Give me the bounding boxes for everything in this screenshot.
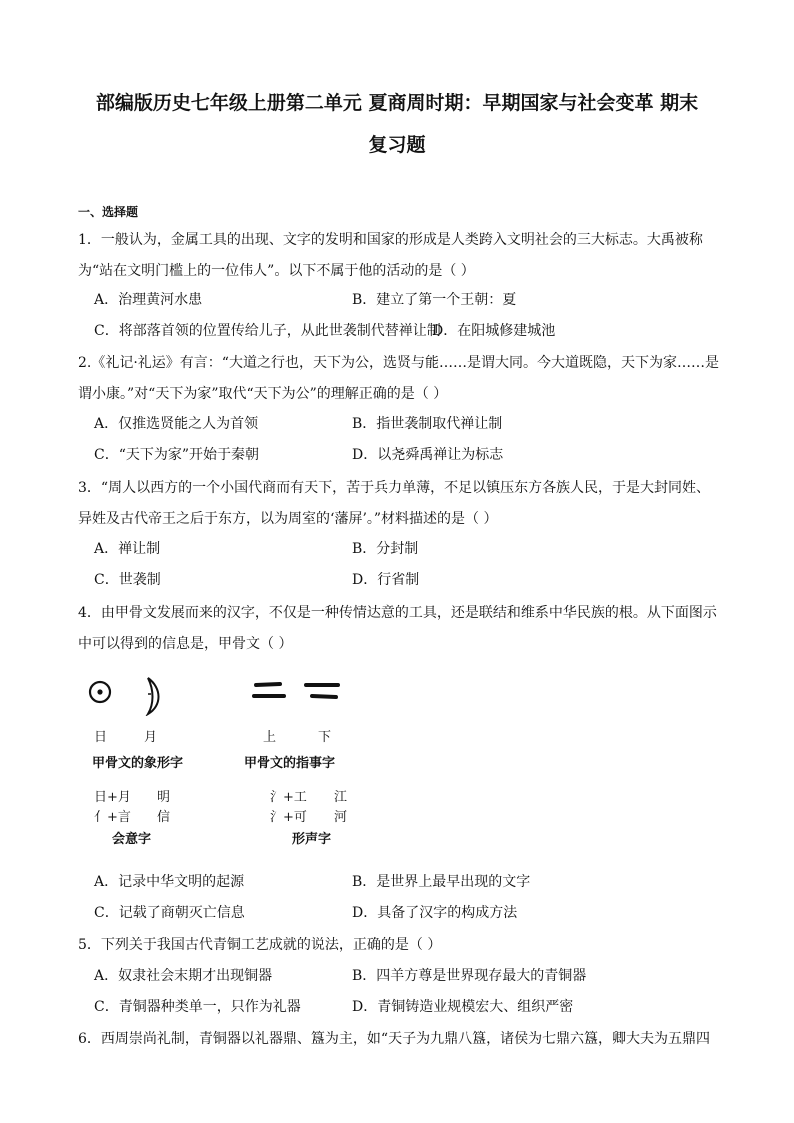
compound-result-1: 明	[157, 790, 171, 805]
question-6-stem: 6．西周崇尚礼制，青铜器以礼器鼎、簋为主，如“天子为九鼎八簋，诸侯为七鼎六簋，卿大夫为五鼎四	[78, 1031, 711, 1047]
phono-caption: 形声字	[292, 832, 332, 847]
char-moon: 月	[144, 730, 158, 745]
question-5-option-b[interactable]: B．四羊方尊是世界现存最大的青铜器	[352, 968, 587, 984]
question-2-option-a[interactable]: A．仅推选贤能之人为首领	[94, 416, 259, 432]
phono-result-2: 河	[334, 810, 348, 825]
phono-formula-2: 氵+可	[270, 810, 307, 825]
question-3-option-a[interactable]: A．禅让制	[94, 541, 161, 557]
question-4-option-c[interactable]: C．记载了商朝灭亡信息	[94, 905, 245, 921]
question-4-option-a[interactable]: A．记录中华文明的起源	[94, 874, 245, 890]
question-4-option-d[interactable]: D．具备了汉字的构成方法	[352, 905, 518, 921]
oracle-sun-moon-icon	[88, 676, 168, 716]
question-3-stem: 3．“周人以西方的一个小国代商而有天下，苦于兵力单薄，不足以镇压东方各族人民，于是大封同姓、异姓及古代帝王之后于东方，以为周室的‘藩屏’。”材料描述的是（ ）	[78, 480, 711, 527]
question-3-option-d[interactable]: D．行省制	[352, 572, 420, 588]
question-3-option-c[interactable]: C．世袭制	[94, 572, 161, 588]
question-1-stem: 1．一般认为，金属工具的出现、文字的发明和国家的形成是人类跨入文明社会的三大标志。大禹被称为“站在文明门槛上的一位伟人”。以下不属于他的活动的是（ ）	[78, 232, 703, 279]
oracle-up-down-icon	[250, 676, 350, 706]
phono-formula-1: 氵+工	[270, 790, 307, 805]
question-5-option-c[interactable]: C．青铜器种类单一，只作为礼器	[94, 999, 301, 1015]
indicative-caption: 甲骨文的指事字	[244, 756, 336, 771]
compound-formula-2: 亻+言	[94, 810, 131, 825]
compound-caption: 会意字	[112, 832, 152, 847]
page-title	[60, 82, 734, 166]
pictograph-caption: 甲骨文的象形字	[92, 756, 184, 771]
compound-formula-1: 日+月	[94, 790, 131, 805]
title-line-2: 复习题	[368, 134, 426, 156]
question-1-option-b[interactable]: B．建立了第一个王朝：夏	[352, 292, 517, 308]
char-up: 上	[263, 730, 277, 745]
char-down: 下	[318, 730, 332, 745]
question-2-stem: 2.《礼记·礼运》有言：“大道之行也，天下为公，选贤与能……是谓大同。今大道既隐，天下为家……是谓小康。”对“天下为家”取代“天下为公”的理解正确的是（ ）	[78, 355, 719, 402]
question-5-option-d[interactable]: D．青铜铸造业规模宏大、组织严密	[352, 999, 574, 1015]
char-sun: 日	[94, 730, 108, 745]
question-2-option-b[interactable]: B．指世袭制取代禅让制	[352, 416, 503, 432]
question-1-option-d[interactable]: D．在阳城修建城池	[432, 323, 556, 339]
question-3-option-b[interactable]: B．分封制	[352, 541, 419, 557]
compound-result-2: 信	[157, 810, 171, 825]
question-4-option-b[interactable]: B．是世界上最早出现的文字	[352, 874, 531, 890]
title-line-1: 部编版历史七年级上册第二单元 夏商周时期：早期国家与社会变革 期末	[95, 92, 699, 114]
question-2-option-c[interactable]: C．“天下为家”开始于秦朝	[94, 447, 260, 463]
question-1-option-c[interactable]: C．将部落首领的位置传给儿子，从此世袭制代替禅让制	[94, 323, 441, 339]
question-4-stem: 4．由甲骨文发展而来的汉字，不仅是一种传情达意的工具，还是联结和维系中华民族的根。从下面图示中可以得到的信息是，甲骨文（ ）	[78, 605, 717, 652]
question-2-option-d[interactable]: D．以尧舜禹禅让为标志	[352, 447, 504, 463]
section-heading: 一、选择题	[78, 205, 139, 219]
question-5-option-a[interactable]: A．奴隶社会末期才出现铜器	[94, 968, 273, 984]
question-1-option-a[interactable]: A．治理黄河水患	[94, 292, 203, 308]
phono-result-1: 江	[334, 790, 348, 805]
question-5-stem: 5．下列关于我国古代青铜工艺成就的说法，正确的是（ ）	[78, 937, 442, 953]
